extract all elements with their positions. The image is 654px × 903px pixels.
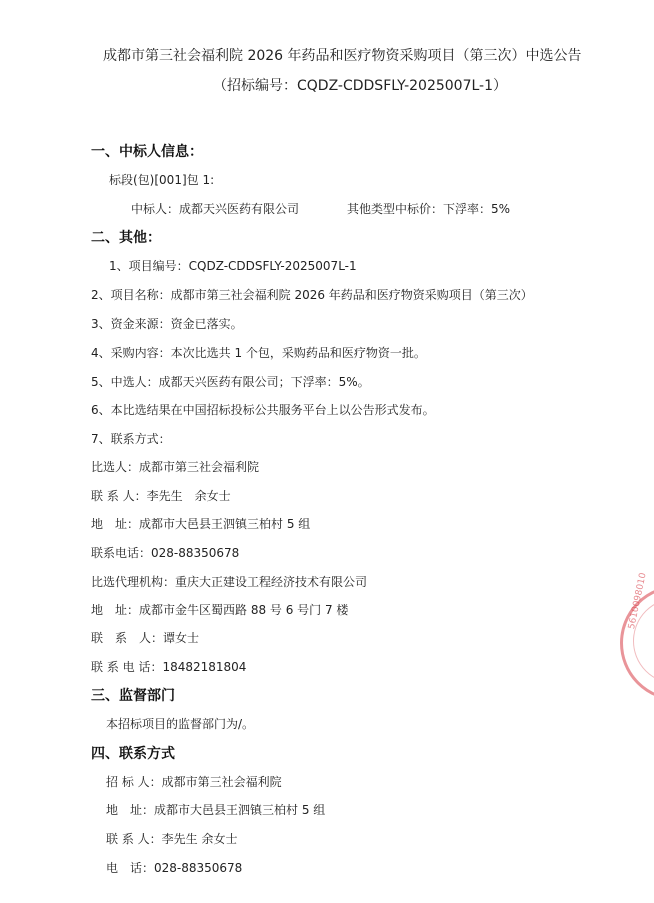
list-item: 2、项目名称：成都市第三社会福利院 2026 年药品和医疗物资采购项目（第三次）	[91, 288, 533, 302]
section4-heading: 四、联系方式	[91, 746, 175, 762]
list-item: 6、本比选结果在中国招标投标公共服务平台上以公告形式发布。	[91, 403, 435, 417]
red-seal-stamp	[620, 571, 654, 701]
section3-heading: 三、监督部门	[91, 688, 175, 704]
contact-line: 联 系 人：谭女士	[91, 631, 200, 645]
contact-line: 地 址：成都市金牛区蜀西路 88 号 6 号门 7 楼	[91, 603, 349, 617]
contact-line: 地 址：成都市大邑县王泗镇三柏村 5 组	[91, 517, 311, 531]
contact-line: 地 址：成都市大邑县王泗镇三柏村 5 组	[106, 803, 326, 817]
contact-line: 联 系 人：李先生 余女士	[106, 832, 238, 846]
lot-label: 标段(包)[001]包 1:	[109, 173, 215, 187]
supervision-text: 本招标项目的监督部门为/。	[106, 717, 255, 731]
list-item: 7、联系方式：	[91, 432, 171, 446]
seal-digits: 5610098010	[627, 571, 649, 631]
list-item: 1、项目编号：CQDZ-CDDSFLY-2025007L-1	[109, 259, 357, 273]
tender-number: （招标编号：CQDZ-CDDSFLY-2025007L-1）	[213, 78, 507, 94]
contact-line: 比选代理机构：重庆大正建设工程经济技术有限公司	[91, 575, 368, 589]
winner-line: 中标人：成都天兴医药有限公司	[131, 202, 300, 216]
contact-line: 联 系 电 话：18482181804	[91, 660, 247, 674]
list-item: 5、中选人：成都天兴医药有限公司；下浮率：5%。	[91, 375, 370, 389]
section1-heading: 一、中标人信息：	[91, 144, 203, 160]
contact-line: 联 系 人：李先生 余女士	[91, 489, 231, 503]
section2-heading: 二、其他：	[91, 230, 161, 246]
contact-line: 招 标 人：成都市第三社会福利院	[106, 775, 282, 789]
price-line: 其他类型中标价：下浮率：5%	[347, 202, 511, 216]
contact-line: 比选人：成都市第三社会福利院	[91, 460, 260, 474]
document-title: 成都市第三社会福利院 2026 年药品和医疗物资采购项目（第三次）中选公告	[103, 48, 582, 64]
contact-line: 联系电话：028-88350678	[91, 546, 240, 560]
list-item: 4、采购内容：本次比选共 1 个包，采购药品和医疗物资一批。	[91, 346, 426, 360]
list-item: 3、资金来源：资金已落实。	[91, 317, 243, 331]
contact-line: 电 话：028-88350678	[106, 861, 243, 875]
